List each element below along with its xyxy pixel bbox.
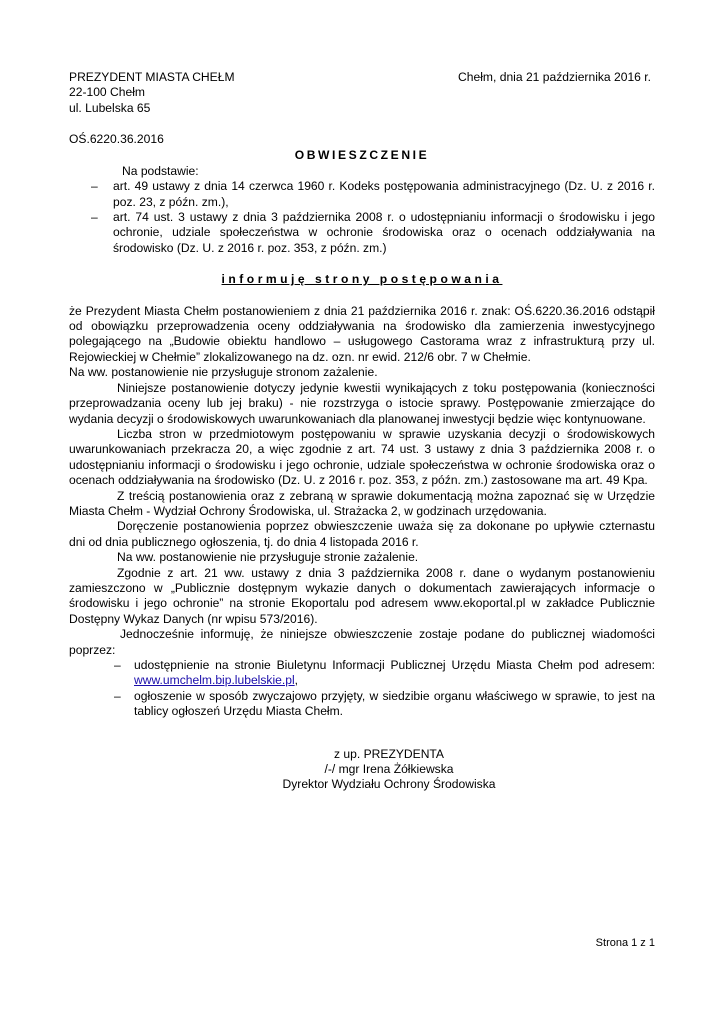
list-dash: – [114,688,121,703]
signature-line-1: z up. PREZYDENTA [334,746,444,761]
sender-name: PREZYDENT MIASTA CHEŁM [69,70,235,84]
signature-line-2: /-/ mgr Irena Żółkiewska [324,762,454,777]
legal-basis-list [69,179,655,256]
paragraph-publication: Jednocześnie informuję, że niniejsze obwieszczenie zostaje podane do publicznej wiadomości poprzez: [69,627,655,657]
paragraph-decision: że Prezydent Miasta Chełm postanowieniem z dnia 21 października 2016 r. znak: OŚ.6220.36.2016 odstąpił od obowiązku przeprowadzenia oceny oddziaływania na środowisko dla zamierzenia inwestycyjnego polegającego na „Budowie obiektu handlowo – usługowego Castorama wraz z infrastrukturą przy ul. Rejowieckiej w Chełmie” zlokalizowanego na dz. ozn. nr ewid. 212/6 obr. 7 w Chełmie. [69,303,655,364]
paragraph-documentation: Z treścią postanowienia oraz z zebraną w sprawie dokumentacją można zapoznać się w Urzędzie Miasta Chełm - Wydział Ochrony Środowiska, ul. Strażacka 2, w godzinach urzędowania. [69,488,655,518]
paragraph-parties: Liczba stron w przedmiotowym postępowaniu w sprawie uzyskania decyzji o środowiskowych uwarunkowaniach przekracza 20, a więc zgodnie z art. 74 ust. 3 ustawy z dnia 3 października 2008 r. o udostępnianiu informacji o środowisku i jego ochronie, udziale społeczeństwa w ochronie środowiska oraz o ocenach oddziaływania na środowisko (Dz. U. z 2016 r. poz. 353, z późn. zm.) zastosowane ma art. 49 Kpa. [69,426,655,488]
document-date: Chełm, dnia 21 października 2016 r. [458,70,651,84]
paragraph-scope: Niniejsze postanowienie dotyczy jedynie kwestii wynikających z toku postępowania (konieczności przeprowadzania oceny lub jej braku) - nie rozstrzyga o istocie sprawy. Postępowanie zmierzające do wydania decyzji o środowiskowych uwarunkowaniach dla planowanej inwestycji będzie więc kontynuowane. [69,380,655,426]
list-dash: – [91,179,98,194]
signature-block [69,747,709,793]
publication-text: udostępnienie na stronie Biuletynu Informacji Publicznej Urzędu Miasta Chełm pod adresem: [134,658,655,672]
publication-item-bip [69,658,655,689]
reference-number: OŚ.6220.36.2016 [69,132,164,146]
bip-link[interactable]: www.umchelm.bip.lubelskie.pl [134,673,295,688]
paragraph-ekoportal: Zgodnie z art. 21 ww. ustawy z dnia 3 października 2008 r. dane o wydanym postanowieniu zamieszczono w „Publicznie dostępnym wykazie danych o dokumentach zawierających informacje o środowisku i jego ochronie” na stronie Ekoportalu pod adresem www.ekoportal.pl w zakładce Publicznie Dostępny Wykaz Danych (nr wpisu 573/2016). [69,565,655,626]
legal-basis-text: art. 74 ust. 3 ustawy z dnia 3 października 2008 r. o udostępnianiu informacji o środowisku i jego ochronie, udziale społeczeństwa w ochronie środowiska oraz o ocenach oddziaływania na środowisko (Dz. U. z 2016 r. poz. 353, z późn. zm.) [113,210,655,255]
legal-basis-item [69,179,655,210]
publication-item-board [69,689,655,720]
signature-line-3: Dyrektor Wydziału Ochrony Środowiska [282,777,496,792]
list-dash: – [91,210,98,225]
document-header [69,70,655,117]
legal-basis-item [69,210,655,256]
paragraph-no-appeal-2: Na ww. postanowienie nie przysługuje stronie zażalenie. [117,550,419,565]
publication-text: ogłoszenie w sposób zwyczajowo przyjęty, w siedzibie organu właściwego w sprawie, to jest na tablicy ogłoszeń Urzędu Miasta Chełm. [134,688,655,719]
publication-suffix: , [294,673,299,688]
publication-list [69,658,655,720]
legal-basis-intro: Na podstawie: [122,163,199,178]
legal-basis-text: art. 49 ustawy z dnia 14 czerwca 1960 r. Kodeks postępowania administracyjnego (Dz. U. z 2016 r. poz. 23, z późn. zm.), [113,179,655,209]
paragraph-delivery: Doręczenie postanowienia poprzez obwieszczenie uważa się za dokonane po upływie czternastu dni od dnia publicznego ogłoszenia, tj. do dnia 4 listopada 2016 r. [69,519,655,549]
list-dash: – [114,658,121,672]
document-title: OBWIESZCZENIE [294,148,430,163]
paragraph-no-appeal: Na ww. postanowienie nie przysługuje stronom zażalenie. [69,365,378,380]
document-page [69,70,655,793]
inform-heading: informuję strony postępowania [221,272,503,287]
sender-postal: 22-100 Chełm [69,85,145,100]
page-number: Strona 1 z 1 [595,937,655,949]
sender-street: ul. Lubelska 65 [69,100,151,115]
